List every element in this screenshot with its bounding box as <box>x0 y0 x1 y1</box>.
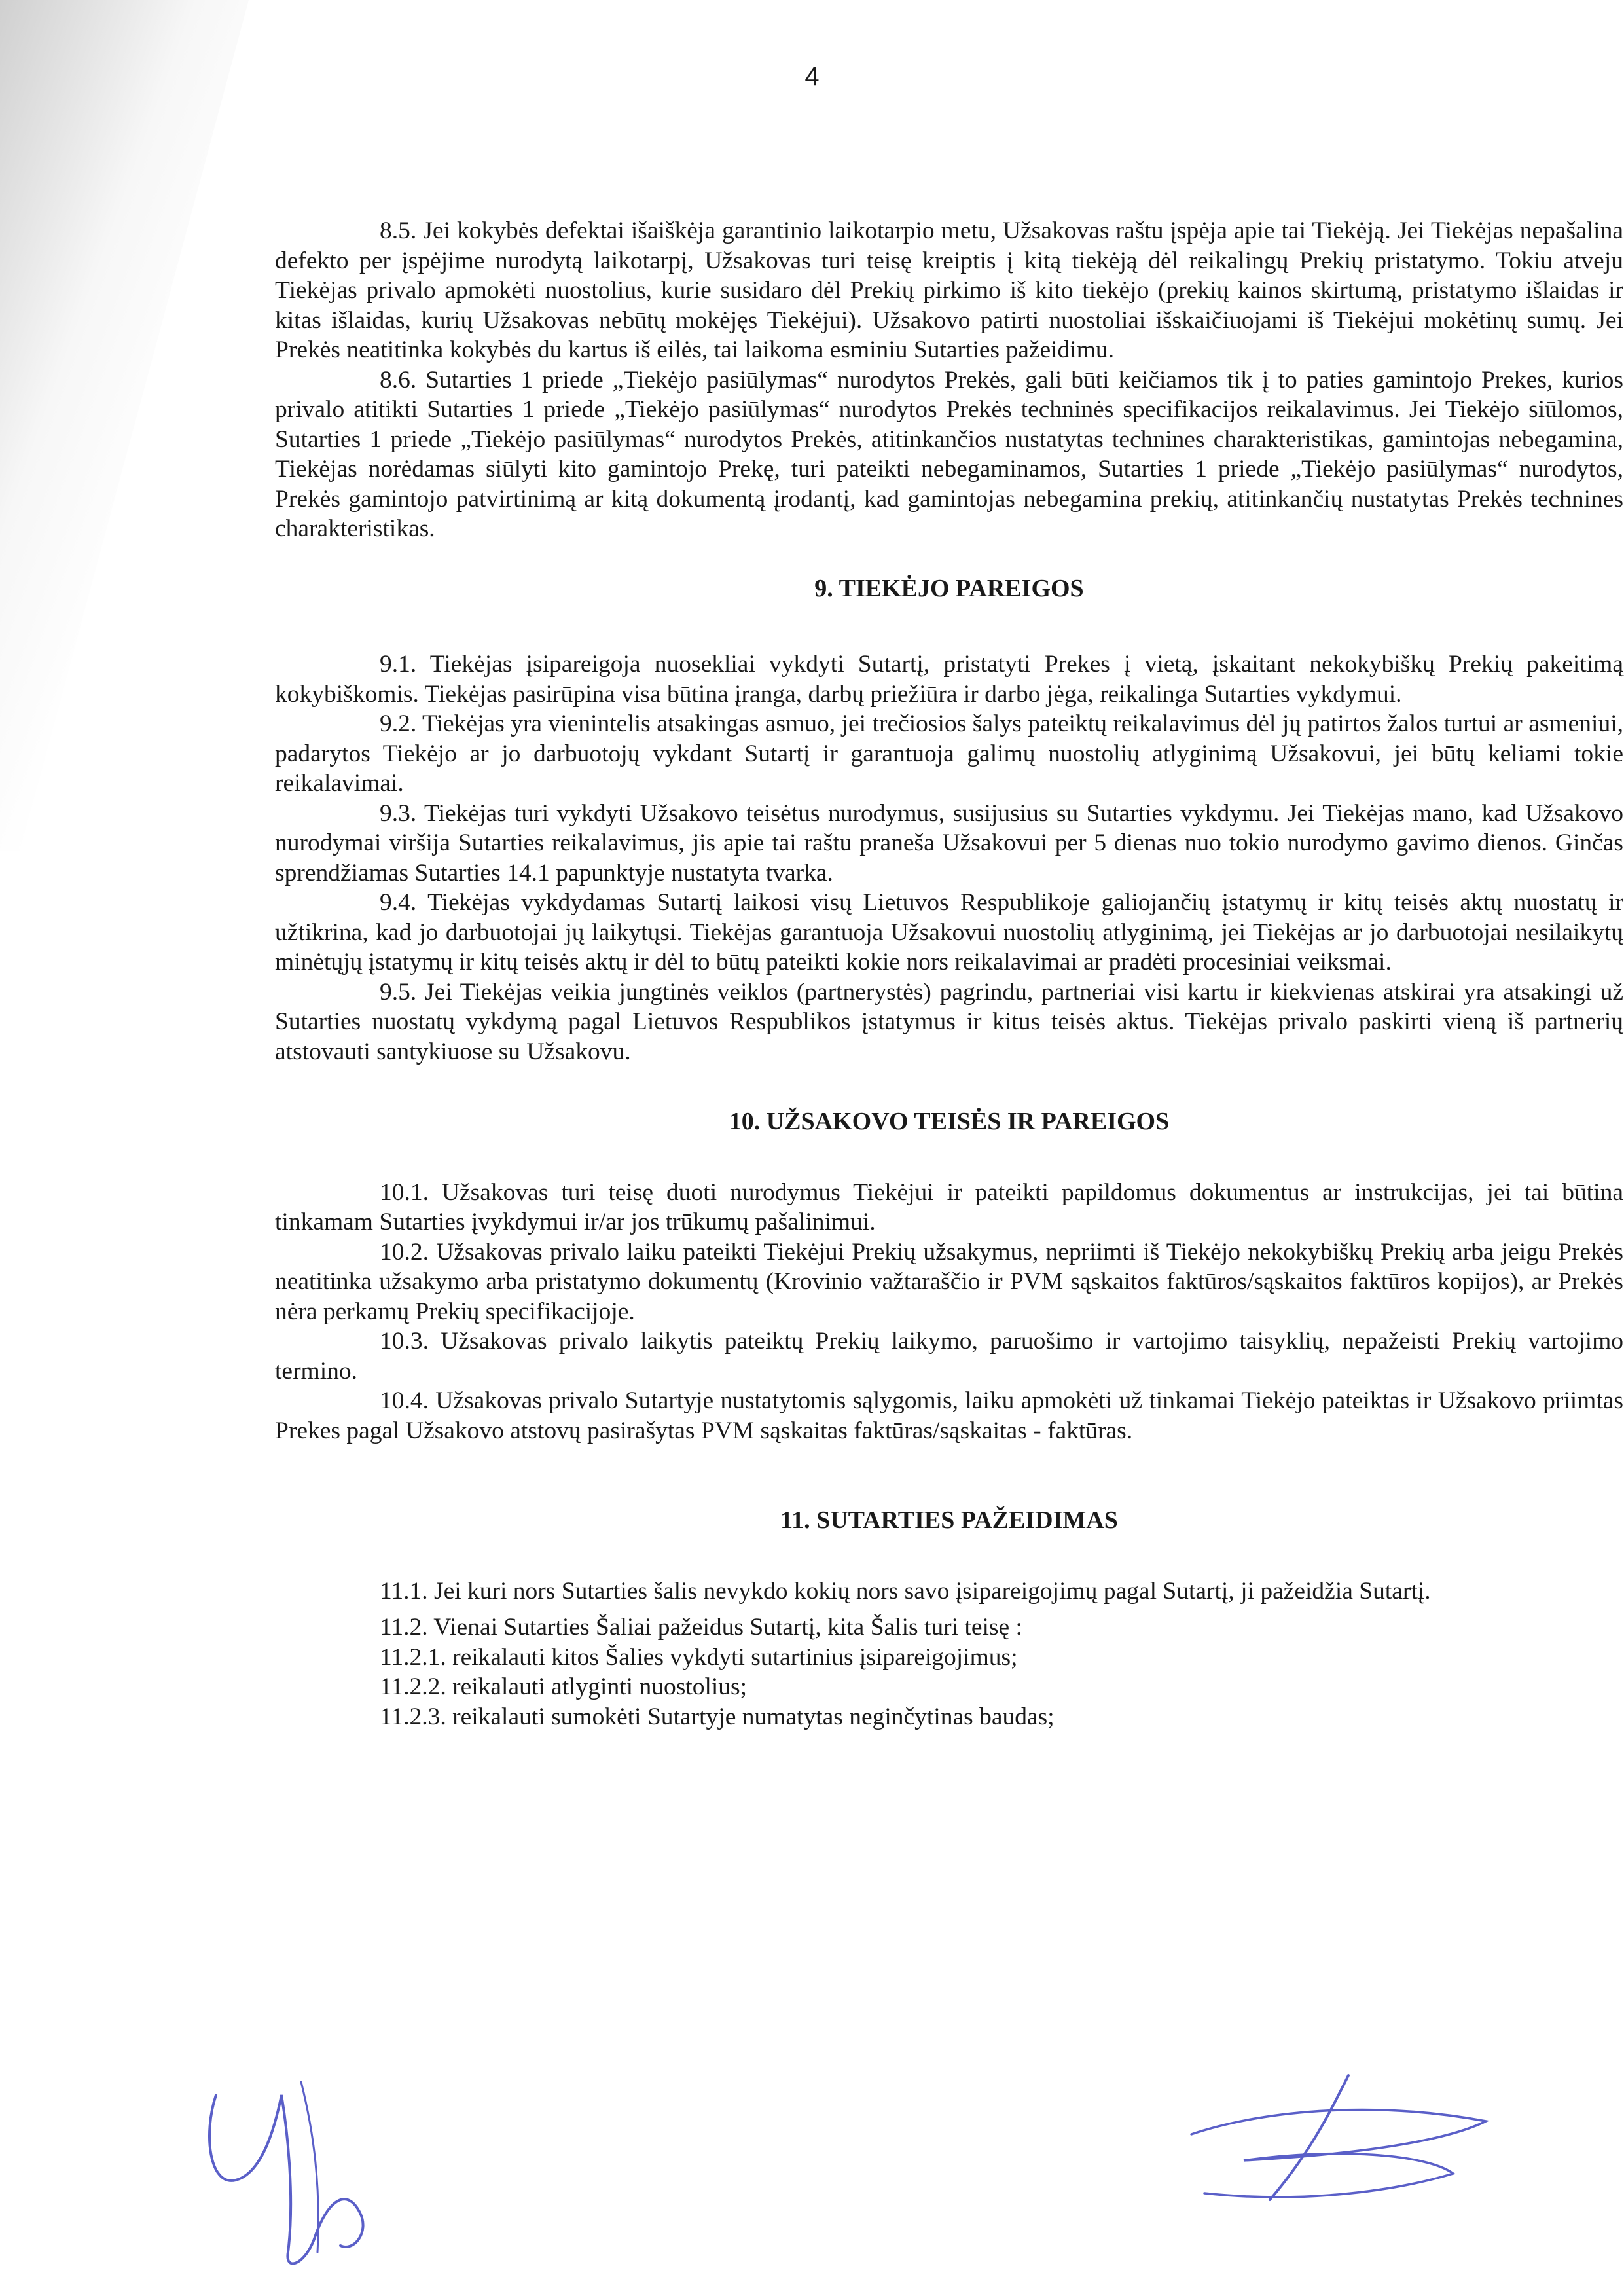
section-9-heading: 9. TIEKĖJO PAREIGOS <box>814 574 1084 602</box>
paragraph-8-5: 8.5. Jei kokybės defektai išaiškėja garantinio laikotarpio metu, Užsakovas raštu įspėja apie tai Tiekėją. Jei Tiekėjas nepašalina defekto per įspėjime nurodytą laikotarpį, Užsakovas turi teisę kreiptis į kitą tiekėją dėl reikalingų Prekių pristatymo. Tokiu atveju Tiekėjas privalo apmokėti nuostolius, kurie susidaro dėl Prekių pirkimo iš kito tiekėjo (prekių kainos skirtumą, pristatymo išlaidas ir kitas išlaidas, kurių Užsakovas nebūtų mokėjęs Tiekėjui). Užsakovo patirti nuostoliai išskaičiuojami iš Tiekėjui mokėtinų sumų. Jei Prekės neatitinka kokybės du kartus iš eilės, tai laikoma esminiu Sutarties pažeidimu. <box>275 217 1623 363</box>
scan-edge-shadow <box>0 0 249 851</box>
paragraph-9-3: 9.3. Tiekėjas turi vykdyti Užsakovo teisėtus nurodymus, susijusius su Sutarties vykdymu. Jei Tiekėjas mano, kad Užsakovo nurodymai viršija Sutarties reikalavimus, jis apie tai raštu praneša Užsakovui per 5 dienas nuo tokio nurodymo gavimo dienos. Ginčas sprendžiamas Sutarties 14.1 papunktyje nustatyta tvarka. <box>275 799 1623 886</box>
signature-right-icon <box>1165 2062 1506 2219</box>
signature-left-icon <box>190 2056 406 2278</box>
paragraph-11-1: 11.1. Jei kuri nors Sutarties šalis nevykdo kokių nors savo įsipareigojimų pagal Sutartį, ji pažeidžia Sutartį. <box>380 1577 1431 1605</box>
paragraph-10-4: 10.4. Užsakovas privalo Sutartyje nustatytomis sąlygomis, laiku apmokėti už tinkamai Tiekėjo pateiktas ir Užsakovo priimtas Prekes pagal Užsakovo atstovų pasirašytas PVM sąskaitas faktūras/sąskaitas - faktūras. <box>275 1387 1623 1444</box>
paragraph-10-3: 10.3. Užsakovas privalo laikytis pateiktų Prekių laikymo, paruošimo ir vartojimo taisyklių, nepažeisti Prekių vartojimo termino. <box>275 1328 1623 1385</box>
paragraph-9-1: 9.1. Tiekėjas įsipareigoja nuosekliai vykdyti Sutartį, pristatyti Prekes į vietą, įskaitant nekokybiškų Prekių pakeitimą kokybiškomis. Tiekėjas pasirūpina visa būtina įranga, darbų priežiūra ir darbo jėga, reikalinga Sutarties vykdymui. <box>275 651 1623 708</box>
section-10-heading: 10. UŽSAKOVO TEISĖS IR PAREIGOS <box>729 1108 1170 1135</box>
paragraph-11-2-2: 11.2.2. reikalauti atlyginti nuostolius; <box>380 1673 748 1700</box>
paragraph-8-6: 8.6. Sutarties 1 priede „Tiekėjo pasiūlymas“ nurodytos Prekės, gali būti keičiamos tik į to paties gamintojo Prekes, kurios privalo atitikti Sutarties 1 priede „Tiekėjo pasiūlymas“ nurodytos Prekės techninės specifikacijos reikalavimus. Jei Tiekėjo siūlomos, Sutarties 1 priede „Tiekėjo pasiūlymas“ nurodytos Prekės, atitinkančios nustatytas technines charakteristikas, gamintojas nebegamina, Tiekėjas norėdamas siūlyti kito gamintojo Prekę, turi pateikti nebegaminamos, Sutarties 1 priede „Tiekėjo pasiūlymas“ nurodytos, Prekės gamintojo patvirtinimą ar kitą dokumentą įrodantį, kad gamintojas nebegamina prekių, atitinkančių nustatytas Prekės technines charakteristikas. <box>275 366 1623 542</box>
paragraph-11-2-1: 11.2.1. reikalauti kitos Šalies vykdyti sutartinius įsipareigojimus; <box>380 1643 1018 1671</box>
paragraph-9-5: 9.5. Jei Tiekėjas veikia jungtinės veiklos (partnerystės) pagrindu, partneriai visi kartu ir kiekvienas atskirai yra atsakingi už Sutarties nuostatų vykdymą pagal Lietuvos Respublikos įstatymus ir kitus teisės aktus. Tiekėjas privalo paskirti vieną iš partnerių atstovauti santykiuose su Užsakovu. <box>275 978 1623 1065</box>
paragraph-9-2: 9.2. Tiekėjas yra vienintelis atsakingas asmuo, jei trečiosios šalys pateiktų reikalavimus dėl jų patirtos žalos turtui ar asmeniui, padarytos Tiekėjo ar jo darbuotojų vykdant Sutartį ir garantuoja galimų nuostolių atlyginimą Užsakovui, jei būtų keliami tokie reikalavimai. <box>275 710 1623 797</box>
page-number: 4 <box>804 62 820 91</box>
paragraph-11-2-3: 11.2.3. reikalauti sumokėti Sutartyje numatytas neginčytinas baudas; <box>380 1703 1055 1730</box>
paragraph-10-1: 10.1. Užsakovas turi teisę duoti nurodymus Tiekėjui ir pateikti papildomus dokumentus ar instrukcijas, jei tai būtina tinkamam Sutarties įvykdymui ir/ar jos trūkumų pašalinimui. <box>275 1178 1623 1235</box>
paragraph-11-2: 11.2. Vienai Sutarties Šaliai pažeidus Sutartį, kita Šalis turi teisę : <box>380 1614 1022 1641</box>
paragraph-10-2: 10.2. Užsakovas privalo laiku pateikti Tiekėjui Prekių užsakymus, nepriimti iš Tiekėjo nekokybiškų Prekių arba jeigu Prekės neatitinka užsakymo arba pristatymo dokumentų (Krovinio važtaraščio ir PVM sąskaitos faktūros/sąskaitos faktūros kopijos), ar Prekės nėra perkamų Prekių specifikacijoje. <box>275 1238 1623 1325</box>
paragraph-9-4: 9.4. Tiekėjas vykdydamas Sutartį laikosi visų Lietuvos Respublikoje galiojančių įstatymų ir kitų teisės aktų nuostatų ir užtikrina, kad jo darbuotojai jų laikytųsi. Tiekėjas garantuoja Užsakovui nuostolių atlyginimą, jei Tiekėjas ar jo darbuotojai nesilaikytų minėtųjų įstatymų ir kitų teisės aktų ir dėl to būtų pateikti kokie nors reikalavimai ar pradėti procesiniai veiksmai. <box>275 889 1623 975</box>
section-11-heading: 11. SUTARTIES PAŽEIDIMAS <box>780 1506 1118 1534</box>
document-body <box>275 216 1623 1732</box>
